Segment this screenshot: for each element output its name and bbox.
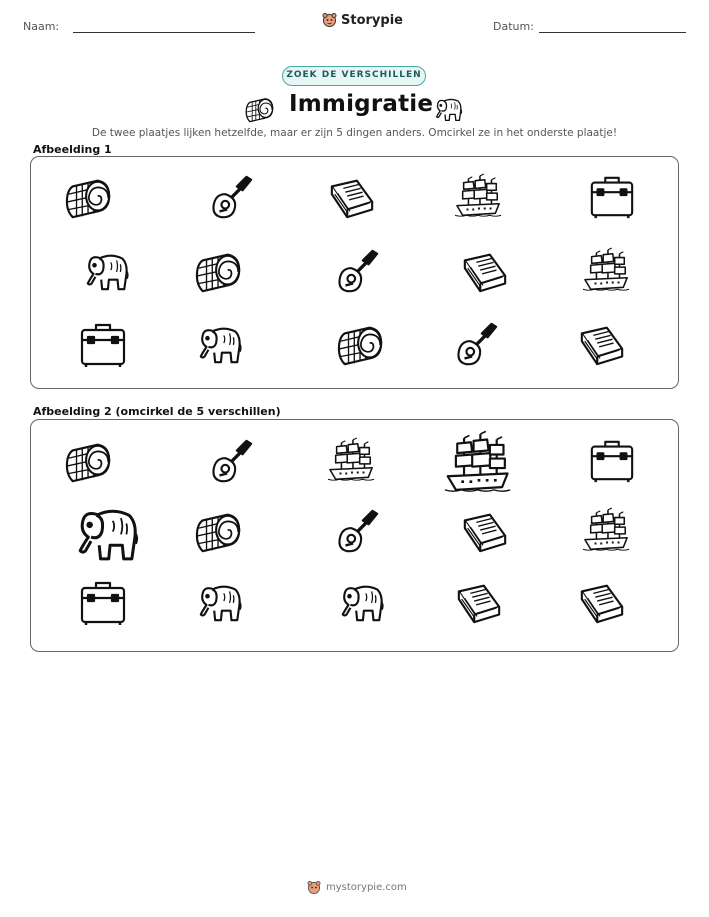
guitar-icon[interactable]: [208, 437, 256, 485]
book-icon: [578, 320, 626, 368]
worksheet-type-badge: ZOEK DE VERSCHILLEN: [282, 66, 426, 86]
picture1-label: Afbeelding 1: [33, 143, 112, 156]
book-icon[interactable]: [455, 578, 503, 626]
guitar-icon: [208, 173, 256, 221]
storypie-mascot-icon: [322, 12, 337, 28]
brand-name: Storypie: [341, 12, 403, 28]
suitcase-icon: [78, 320, 128, 370]
guitar-icon: [453, 320, 501, 368]
book-icon: [461, 247, 509, 295]
guitar-icon[interactable]: [334, 507, 382, 555]
date-label: Datum:: [493, 20, 534, 33]
ship-icon: [583, 247, 631, 295]
elephant-icon[interactable]: [72, 499, 140, 567]
brand-logo: [322, 12, 403, 28]
name-line[interactable]: [73, 32, 255, 33]
bedroll-icon: [337, 320, 385, 368]
suitcase-icon: [588, 173, 636, 221]
ship-icon[interactable]: [445, 430, 513, 498]
bedroll-icon[interactable]: [195, 507, 243, 555]
footer-url: mystorypie.com: [326, 882, 407, 893]
footer: [307, 880, 407, 895]
name-label: Naam:: [23, 20, 60, 33]
ship-icon: [455, 173, 503, 221]
ship-icon[interactable]: [583, 507, 631, 555]
page-title: Immigratie: [289, 91, 434, 117]
elephant-icon[interactable]: [195, 578, 243, 626]
elephant-icon: [433, 94, 463, 129]
suitcase-icon[interactable]: [588, 437, 636, 485]
guitar-icon: [334, 247, 382, 295]
instructions: De twee plaatjes lijken hetzelfde, maar er zijn 5 dingen anders. Omcirkel ze in het onderste plaatje!: [91, 127, 618, 139]
book-icon: [328, 173, 376, 221]
bedroll-icon: [65, 173, 113, 221]
suitcase-icon[interactable]: [78, 578, 128, 628]
elephant-icon[interactable]: [337, 578, 385, 626]
ship-icon[interactable]: [328, 437, 376, 485]
elephant-icon: [82, 247, 130, 295]
book-icon[interactable]: [461, 507, 509, 555]
date-line[interactable]: [539, 32, 686, 33]
picture2-label: Afbeelding 2 (omcirkel de 5 verschillen): [33, 405, 281, 418]
bedroll-icon[interactable]: [65, 437, 113, 485]
bedroll-icon: [195, 247, 243, 295]
book-icon[interactable]: [578, 578, 626, 626]
elephant-icon: [195, 320, 243, 368]
storypie-mascot-icon: [307, 880, 321, 895]
bedroll-icon: [245, 94, 275, 129]
